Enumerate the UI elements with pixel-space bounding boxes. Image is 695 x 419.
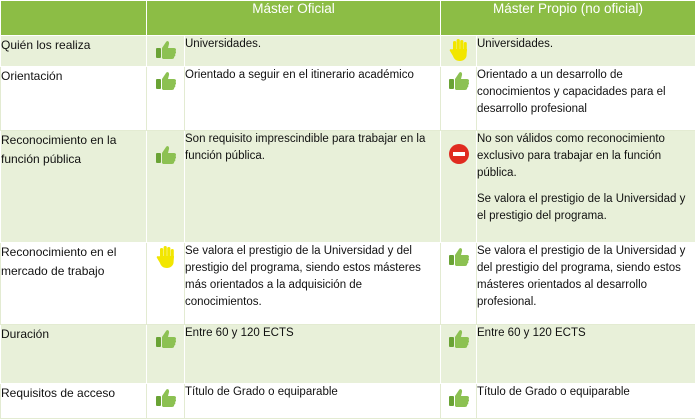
table-row — [1, 67, 695, 131]
row-label: Orientación — [1, 67, 147, 131]
header-master-propio: Máster Propio (no oficial) — [441, 1, 695, 36]
header-empty-cell — [1, 1, 147, 36]
row-label: Quién los realiza — [1, 36, 147, 67]
no-entry-icon — [441, 131, 477, 243]
table-row — [1, 36, 695, 67]
row-label: Reconocimiento en el mercado de trabajo — [1, 243, 147, 325]
thumbs-up-icon — [441, 325, 477, 384]
oficial-text: Entre 60 y 120 ECTS — [185, 325, 441, 384]
thumbs-up-icon — [147, 67, 185, 131]
row-label: Requisitos de acceso — [1, 384, 147, 419]
raised-hand-icon — [147, 243, 185, 325]
thumbs-up-icon — [147, 131, 185, 243]
table-row — [1, 243, 695, 325]
propio-text: Universidades. — [477, 36, 695, 67]
header-row — [1, 1, 695, 36]
row-label: Duración — [1, 325, 147, 384]
oficial-text: Universidades. — [185, 36, 441, 67]
propio-text: Orientado a un desarrollo de conocimientos y capacidades para el desarrollo profesional — [477, 67, 695, 131]
row-label: Reconocimiento en la función pública — [1, 131, 147, 243]
propio-text: Título de Grado o equiparable — [477, 384, 695, 419]
raised-hand-icon — [441, 36, 477, 67]
oficial-text: Son requisito imprescindible para trabajar en la función pública. — [185, 131, 441, 243]
oficial-text: Se valora el prestigio de la Universidad y del prestigio del programa, siendo estos másteres más orientados a la adquisición de conocimientos. — [185, 243, 441, 325]
thumbs-up-icon — [441, 384, 477, 419]
thumbs-up-icon — [441, 243, 477, 325]
thumbs-up-icon — [147, 384, 185, 419]
thumbs-up-icon — [441, 67, 477, 131]
propio-text-block — [477, 131, 695, 243]
header-master-oficial: Máster Oficial — [147, 1, 441, 36]
oficial-text: Título de Grado o equiparable — [185, 384, 441, 419]
table-row — [1, 131, 695, 243]
thumbs-up-icon — [147, 36, 185, 67]
propio-text-extra: Se valora el prestigio de la Universidad y el prestigio del programa. — [477, 193, 686, 222]
propio-text: Se valora el prestigio de la Universidad y del prestigio del programa, siendo estos másteres orientados al desarrollo profesional. — [477, 243, 695, 325]
thumbs-up-icon — [147, 325, 185, 384]
propio-text: Entre 60 y 120 ECTS — [477, 325, 695, 384]
table-row — [1, 384, 695, 419]
propio-text: No son válidos como reconocimiento exclusivo para trabajar en la función pública. — [477, 133, 665, 179]
oficial-text: Orientado a seguir en el itinerario académico — [185, 67, 441, 131]
table-row — [1, 325, 695, 384]
